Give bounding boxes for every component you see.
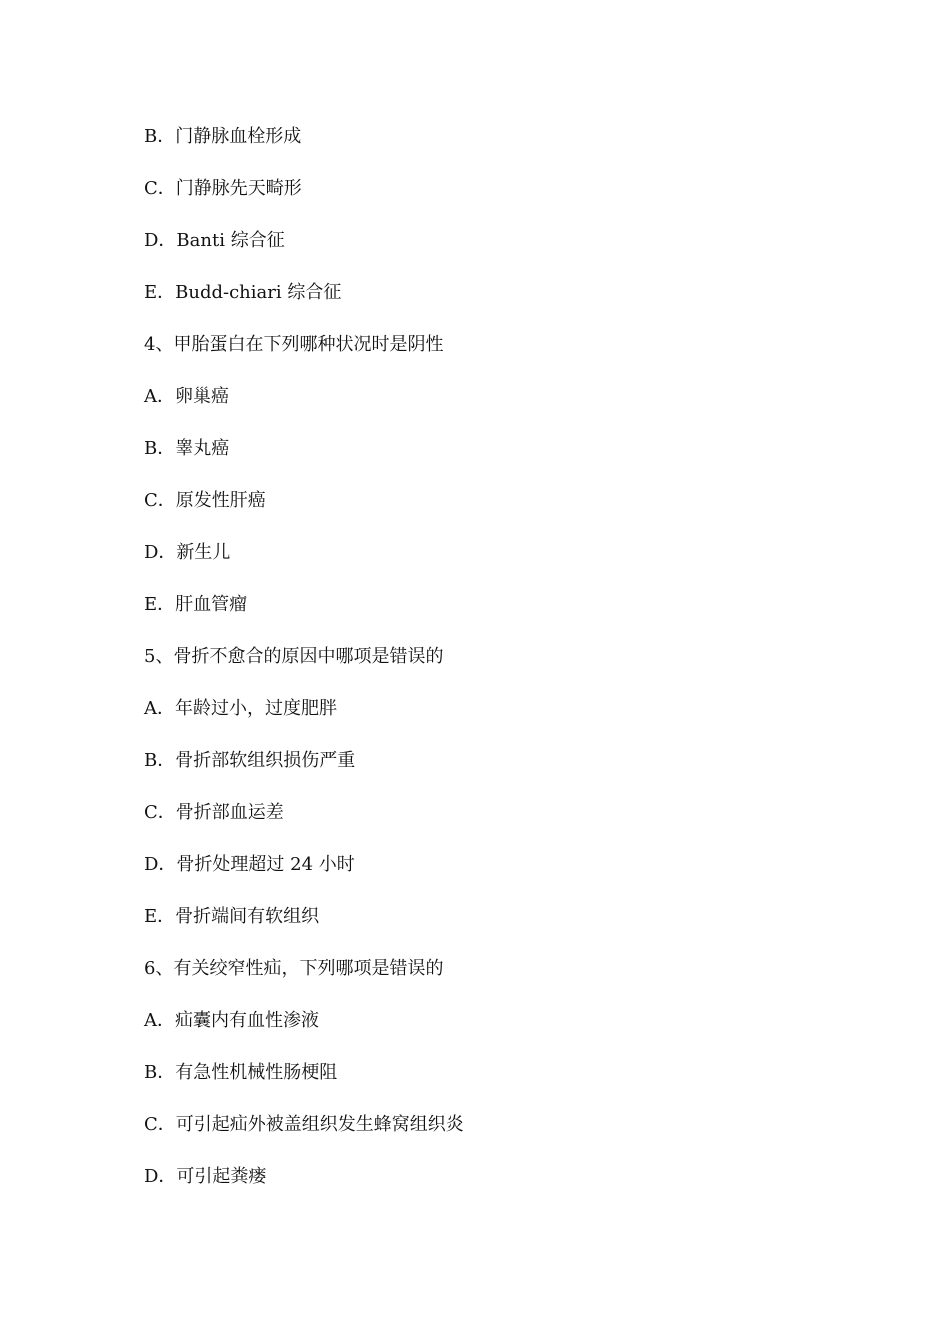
option-line: B．门静脉血栓形成 (144, 126, 302, 147)
option-line: B．有急性机械性肠梗阻 (144, 1062, 338, 1083)
option-line: B．睾丸癌 (144, 438, 230, 459)
option-line: D．Banti 综合征 (144, 230, 285, 251)
question-line: 5、骨折不愈合的原因中哪项是错误的 (144, 646, 444, 667)
option-line: C．骨折部血运差 (144, 802, 284, 823)
option-line: D．新生儿 (144, 542, 231, 563)
option-line: A．卵巢癌 (144, 386, 229, 407)
option-line: D．骨折处理超过 24 小时 (144, 854, 355, 875)
option-line: E．Budd-chiari 综合征 (144, 282, 342, 303)
question-line: 4、甲胎蛋白在下列哪种状况时是阴性 (144, 334, 444, 355)
option-line: C．可引起疝外被盖组织发生蜂窝组织炎 (144, 1114, 464, 1135)
option-line: E．肝血管瘤 (144, 594, 248, 615)
text-body (144, 122, 904, 1214)
option-line: E．骨折端间有软组织 (144, 906, 320, 927)
option-line: D．可引起粪瘘 (144, 1166, 267, 1187)
option-line: C．门静脉先天畸形 (144, 178, 302, 199)
option-line: A．疝囊内有血性渗液 (144, 1010, 319, 1031)
option-line: C．原发性肝癌 (144, 490, 266, 511)
option-line: B．骨折部软组织损伤严重 (144, 750, 356, 771)
option-line: A．年龄过小，过度肥胖 (144, 698, 337, 719)
question-line: 6、有关绞窄性疝，下列哪项是错误的 (144, 958, 444, 979)
